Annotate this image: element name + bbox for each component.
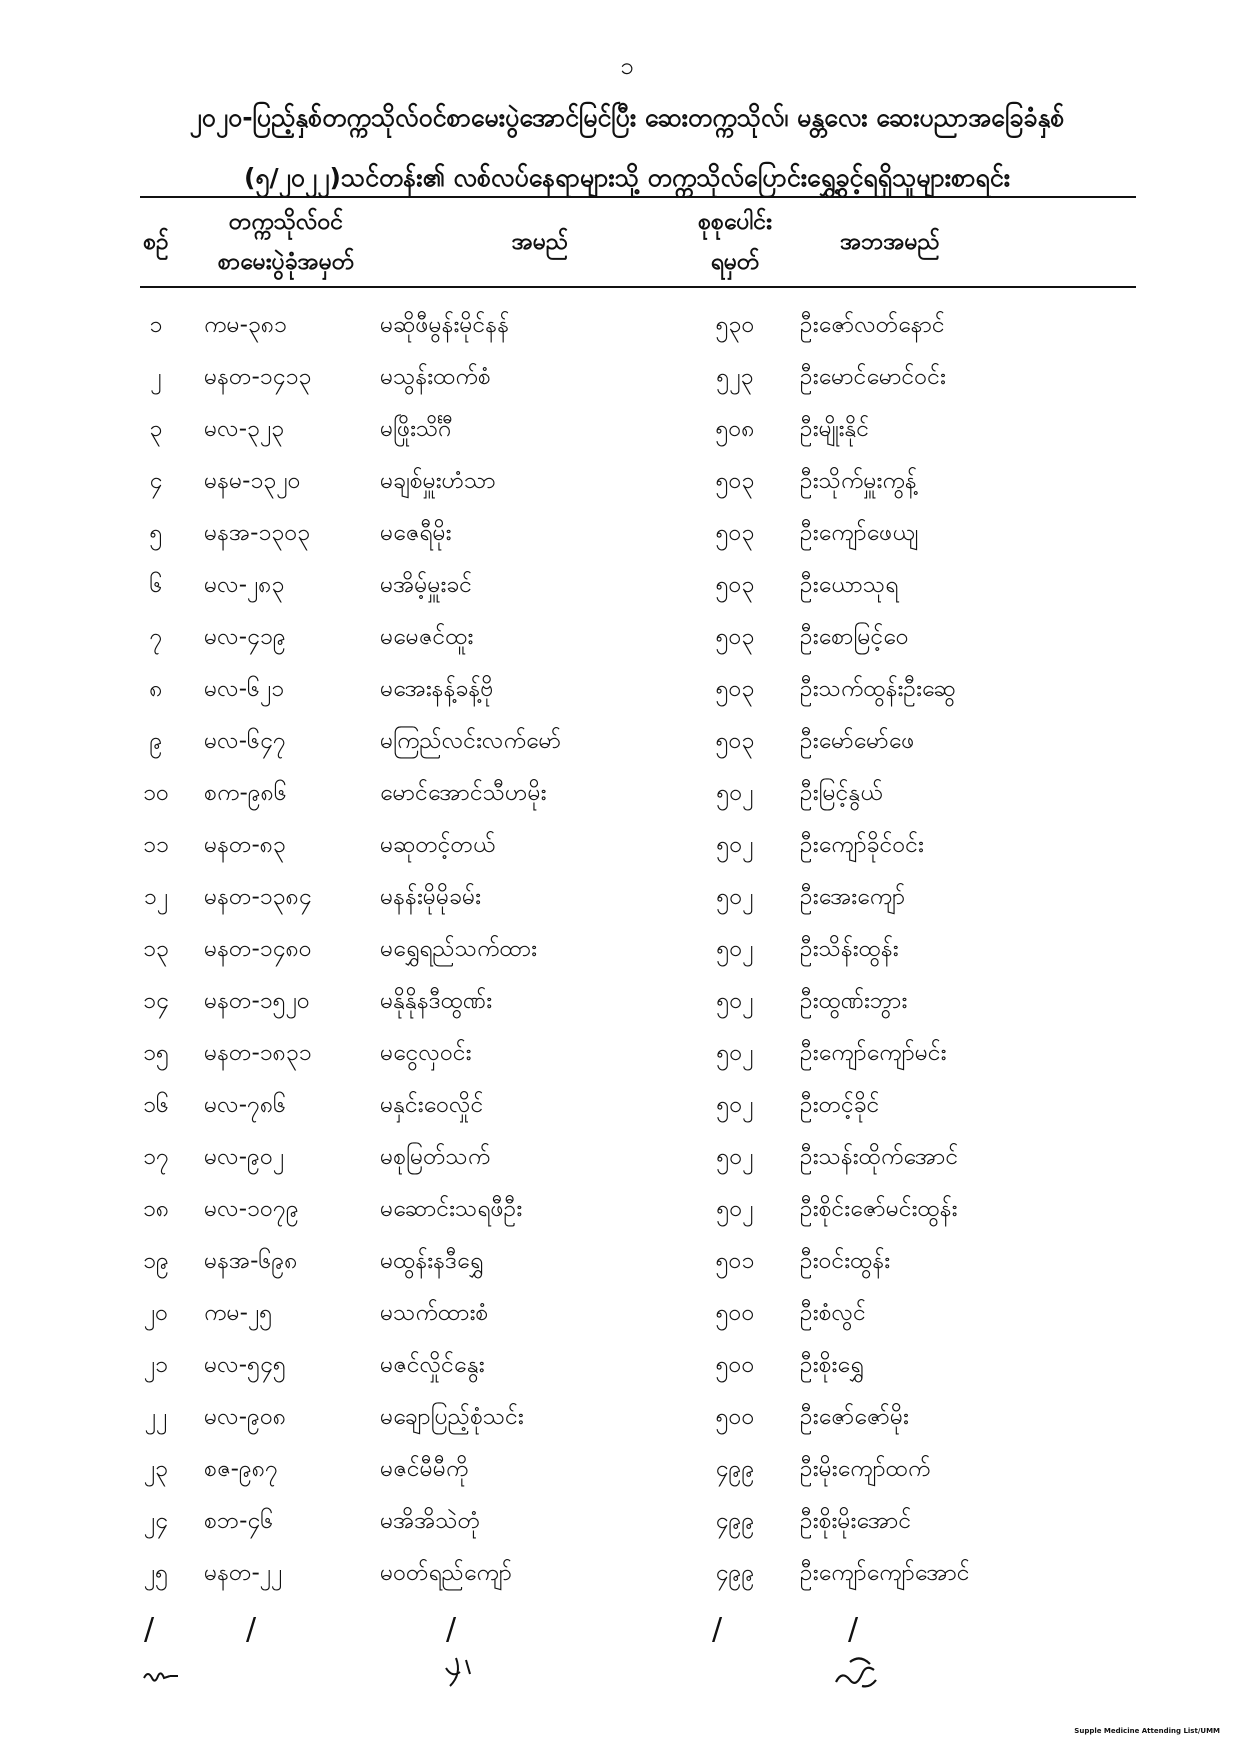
row-mark: ၅၀၂: [716, 1196, 754, 1222]
row-name: မဖြိုးသိင်္ဂီ: [380, 416, 453, 442]
row-father: ဦးစိုးမိုးအောင်: [800, 1508, 912, 1534]
row-father: ဦးစောမြင့်ဝေ: [800, 624, 909, 650]
row-name: မဝတ်ရည်ကျော်: [380, 1560, 512, 1586]
row-reg: မလ-၉၀၈: [204, 1404, 287, 1430]
row-father: ဦးသိုက်မှူးကွန့်: [800, 468, 917, 494]
end-of-list-marks: [0, 1612, 1254, 1652]
header-mark-line-1: စုစုပေါင်း: [697, 209, 773, 235]
row-no: ၂: [150, 364, 162, 390]
row-reg: မလ-၆၂၁: [204, 676, 285, 702]
end-mark: /: [246, 1612, 257, 1647]
row-father: ဦးသန်းထိုက်အောင်: [800, 1144, 959, 1170]
row-reg: မနအ-၆၉၈: [204, 1248, 298, 1274]
row-name: မအိအိသဲတုံ: [380, 1508, 480, 1534]
row-mark: ၅၀၀: [715, 1300, 755, 1326]
row-reg: မနတ-၂၂: [204, 1560, 283, 1586]
row-name: မောင်အောင်သီဟမိုး: [380, 780, 547, 806]
row-reg: မနတ-၁၅၂၀: [204, 988, 310, 1014]
row-name: မနှင်းဝေလှိုင်: [380, 1092, 484, 1118]
row-reg: မလ-၉၀၂: [204, 1144, 285, 1170]
row-no: ၅: [149, 520, 163, 546]
row-father: ဦးမောင်မောင်ဝင်း: [800, 364, 946, 390]
row-reg: မနတ-၁၄၁၃: [204, 364, 312, 390]
row-no: ၁၇: [143, 1144, 169, 1170]
row-mark: ၅၀၃: [715, 572, 755, 598]
row-reg: စက-၉၈၆: [204, 780, 287, 806]
table-row: [0, 510, 1254, 562]
row-name: မအေးနန့်ခန့်ဗို: [380, 676, 494, 702]
header-reg-line-1: တက္ကသိုလ်ဝင်: [228, 209, 344, 235]
row-name: မငွေလှဝင်း: [380, 1040, 472, 1066]
row-father: ဦးသက်ထွန်းဦးဆွေ: [800, 676, 956, 702]
row-no: ၁၁: [143, 832, 169, 858]
row-no: ၂၄: [143, 1508, 169, 1534]
row-name: မမေဇင်ထူး: [380, 624, 474, 650]
row-name: မဇင်လှိုင်နွေး: [380, 1352, 485, 1378]
row-mark: ၅၀၂: [716, 1144, 754, 1170]
table-row: [0, 926, 1254, 978]
row-reg: မလ-၃၂၃: [204, 416, 285, 442]
document-title-line-2: (၅/၂၀၂၂)သင်တန်း၏ လစ်လပ်နေရာများသို့ တက္ကသိုလ်ပြောင်းရွှေ့ခွင့်ရရှိသူများစာရင်း: [243, 163, 1011, 192]
row-no: ၁၅: [143, 1040, 169, 1066]
row-mark: ၅၀၂: [716, 884, 754, 910]
footer-caption: Supple Medicine Attending List/UMM: [1074, 1727, 1220, 1735]
table-row: [0, 718, 1254, 770]
row-mark: ၅၀၁: [715, 1248, 755, 1274]
row-reg: ကမ-၂၅: [204, 1300, 273, 1326]
row-mark: ၅၀၃: [715, 728, 755, 754]
row-father: ဦးဇော်ဇော်မိုး: [800, 1404, 909, 1430]
row-name: မဇေရီမိုး: [380, 520, 452, 546]
row-name: မအိမ့်မှူးခင်: [380, 572, 473, 598]
row-no: ၁၂: [143, 884, 169, 910]
row-father: ဦးဇော်လတ်နောင်: [800, 312, 945, 338]
row-no: ၆: [149, 572, 163, 598]
table-row: [0, 978, 1254, 1030]
row-no: ၃: [149, 416, 163, 442]
row-father: ဦးအေးကျော်: [800, 884, 906, 910]
table-row: [0, 614, 1254, 666]
row-father: ဦးဝင်းထွန်း: [800, 1248, 891, 1274]
row-no: ၂၁: [143, 1352, 169, 1378]
row-mark: ၅၂၃: [716, 364, 754, 390]
table-row: [0, 822, 1254, 874]
row-mark: ၅၀၀: [715, 1404, 755, 1430]
row-name: မစုမြတ်သက်: [380, 1144, 491, 1170]
row-mark: ၅၀၃: [715, 676, 755, 702]
row-mark: ၅၀၂: [716, 832, 754, 858]
row-name: မဆောင်းသရဖီဦး: [380, 1196, 523, 1222]
signature-1: [140, 1660, 190, 1690]
row-father: ဦးမိုးကျော်ထက်: [800, 1456, 931, 1482]
end-mark: /: [712, 1612, 723, 1647]
row-father: ဦးသိန်းထွန်း: [800, 936, 899, 962]
row-name: မသွန်းထက်စံ: [380, 364, 491, 390]
row-reg: မနတ-၁၈၃၁: [204, 1040, 312, 1066]
row-mark: ၅၀၈: [715, 416, 755, 442]
row-reg: မလ-၁၀၇၉: [204, 1196, 299, 1222]
signature-2: [438, 1650, 484, 1694]
table-row: [0, 770, 1254, 822]
row-name: မချစ်မှူးဟံသာ: [380, 468, 496, 494]
row-father: ဦးထွဏ်းဘွား: [800, 988, 908, 1014]
row-father: ဦးစိုင်းဇော်မင်းထွန်း: [800, 1196, 958, 1222]
row-name: မရွှေရည်သက်ထား: [380, 936, 538, 962]
row-no: ၁၉: [143, 1248, 169, 1274]
row-reg: မလ-၅၄၅: [204, 1352, 286, 1378]
row-father: ဦးမြင့်နွယ်: [800, 780, 883, 806]
row-name: မသက်ထားစံ: [380, 1300, 489, 1326]
row-father: ဦးစိုးရွှေ: [800, 1352, 864, 1378]
end-mark: /: [144, 1612, 155, 1647]
row-no: ၁: [149, 312, 163, 338]
row-father: ဦးကျော်ဖေယျ: [800, 520, 919, 546]
row-no: ၁၃: [143, 936, 169, 962]
row-father: ဦးကျော်ကျော်မင်း: [800, 1040, 947, 1066]
row-name: မနန်းမိုမိုခမ်း: [380, 884, 481, 910]
row-no: ၁၆: [143, 1092, 169, 1118]
page-number: ၁: [620, 52, 634, 80]
header-no: စဉ်: [143, 229, 169, 255]
row-reg: မနမ-၁၃၂၀: [204, 468, 301, 494]
table-row: [0, 1342, 1254, 1394]
row-name: မဆုတင့်တယ်: [380, 832, 496, 858]
row-reg: မနတ-၁၃၈၄: [204, 884, 312, 910]
row-father: ဦးမျိုးနိုင်: [800, 416, 870, 442]
header-mark-line-2: ရမှတ်: [710, 249, 760, 275]
end-mark: /: [446, 1612, 457, 1647]
table-row: [0, 354, 1254, 406]
row-mark: ၅၀၂: [716, 988, 754, 1014]
row-no: ၄: [149, 468, 163, 494]
row-mark: ၅၀၂: [716, 936, 754, 962]
row-mark: ၅၀၃: [715, 520, 755, 546]
row-mark: ၄၉၉: [715, 1508, 755, 1534]
row-reg: မလ-၄၁၉: [204, 624, 286, 650]
row-no: ၁၈: [142, 1196, 170, 1222]
signature-3: [830, 1652, 890, 1696]
row-mark: ၄၉၉: [715, 1560, 755, 1586]
row-name: မဇင်မီမီကို: [380, 1456, 469, 1482]
row-name: မချောပြည့်စုံသင်း: [380, 1404, 524, 1430]
row-reg: မနအ-၁၃၀၃: [204, 520, 311, 546]
row-no: ၂၅: [143, 1560, 169, 1586]
document-title-line-1: ၂၀၂၀-ပြည့်နှစ်တက္ကသိုလ်ဝင်စာမေးပွဲအောင်မြင်ပြီး ဆေးတက္ကသိုလ်၊ မန္တလေး ဆေးပညာအခြေခံနှစ်: [189, 103, 1065, 132]
row-no: ၈: [149, 676, 163, 702]
row-father: ဦးယောသုရ: [800, 572, 899, 598]
header-name: အမည်: [511, 229, 569, 255]
table-row: [0, 1082, 1254, 1134]
table-row: [0, 562, 1254, 614]
row-reg: စဘ-၄၆: [204, 1508, 274, 1534]
table-row: [0, 406, 1254, 458]
table-top-rule: [140, 196, 1136, 198]
table-row: [0, 1134, 1254, 1186]
row-no: ၂၀: [143, 1300, 169, 1326]
header-father: အဘအမည်: [840, 229, 940, 255]
row-reg: မနတ-၁၄၈၀: [204, 936, 312, 962]
table-row: [0, 1030, 1254, 1082]
row-reg: မနတ-၈၃: [204, 832, 286, 858]
table-row: [0, 1186, 1254, 1238]
row-no: ၂၂: [144, 1404, 168, 1430]
table-header-rule: [140, 286, 1136, 288]
row-no: ၉: [149, 728, 163, 754]
row-mark: ၅၀၀: [715, 1352, 755, 1378]
row-reg: မလ-၂၈၃: [204, 572, 285, 598]
row-name: မနိုနိုနဒီထွဏ်း: [380, 988, 493, 1014]
row-father: ဦးကျော်ကျော်အောင်: [800, 1560, 970, 1586]
table-row: [0, 302, 1254, 354]
row-father: ဦးကျော်ခိုင်ဝင်း: [800, 832, 924, 858]
row-no: ၁၀: [143, 780, 169, 806]
row-no: ၁၄: [143, 988, 169, 1014]
table-row: [0, 458, 1254, 510]
table-row: [0, 1550, 1254, 1602]
row-reg: မလ-၇၈၆: [204, 1092, 287, 1118]
table-row: [0, 1498, 1254, 1550]
row-father: ဦးတင့်ခိုင်: [800, 1092, 880, 1118]
row-name: မကြည်လင်းလက်မော်: [380, 728, 562, 754]
row-reg: ကမ-၃၈၁: [204, 312, 287, 338]
row-name: မထွန်းနဒီရွှေ: [380, 1248, 484, 1274]
row-father: ဦးမော်မော်ဖေ: [800, 728, 915, 754]
row-mark: ၅၀၂: [716, 1092, 754, 1118]
row-reg: စဇ-၉၈၇: [204, 1456, 278, 1482]
row-mark: ၄၉၉: [715, 1456, 755, 1482]
row-mark: ၅၃၀: [715, 312, 755, 338]
row-reg: မလ-၆၄၇: [204, 728, 286, 754]
table-row: [0, 1446, 1254, 1498]
row-name: မဆိုဖီမွန်းမိုင်နန်: [380, 312, 510, 338]
row-mark: ၅၀၂: [716, 780, 754, 806]
table-row: [0, 874, 1254, 926]
row-mark: ၅၀၃: [715, 624, 755, 650]
table-row: [0, 666, 1254, 718]
table-row: [0, 1290, 1254, 1342]
table-row: [0, 1238, 1254, 1290]
row-mark: ၅၀၂: [716, 1040, 754, 1066]
end-mark: /: [848, 1612, 859, 1647]
row-father: ဦးစံလွင်: [800, 1300, 866, 1326]
row-mark: ၅၀၃: [715, 468, 755, 494]
header-reg-line-2: စာမေးပွဲခုံအမှတ်: [217, 249, 355, 275]
row-no: ၂၃: [143, 1456, 169, 1482]
table-row: [0, 1394, 1254, 1446]
row-no: ၇: [149, 624, 163, 650]
